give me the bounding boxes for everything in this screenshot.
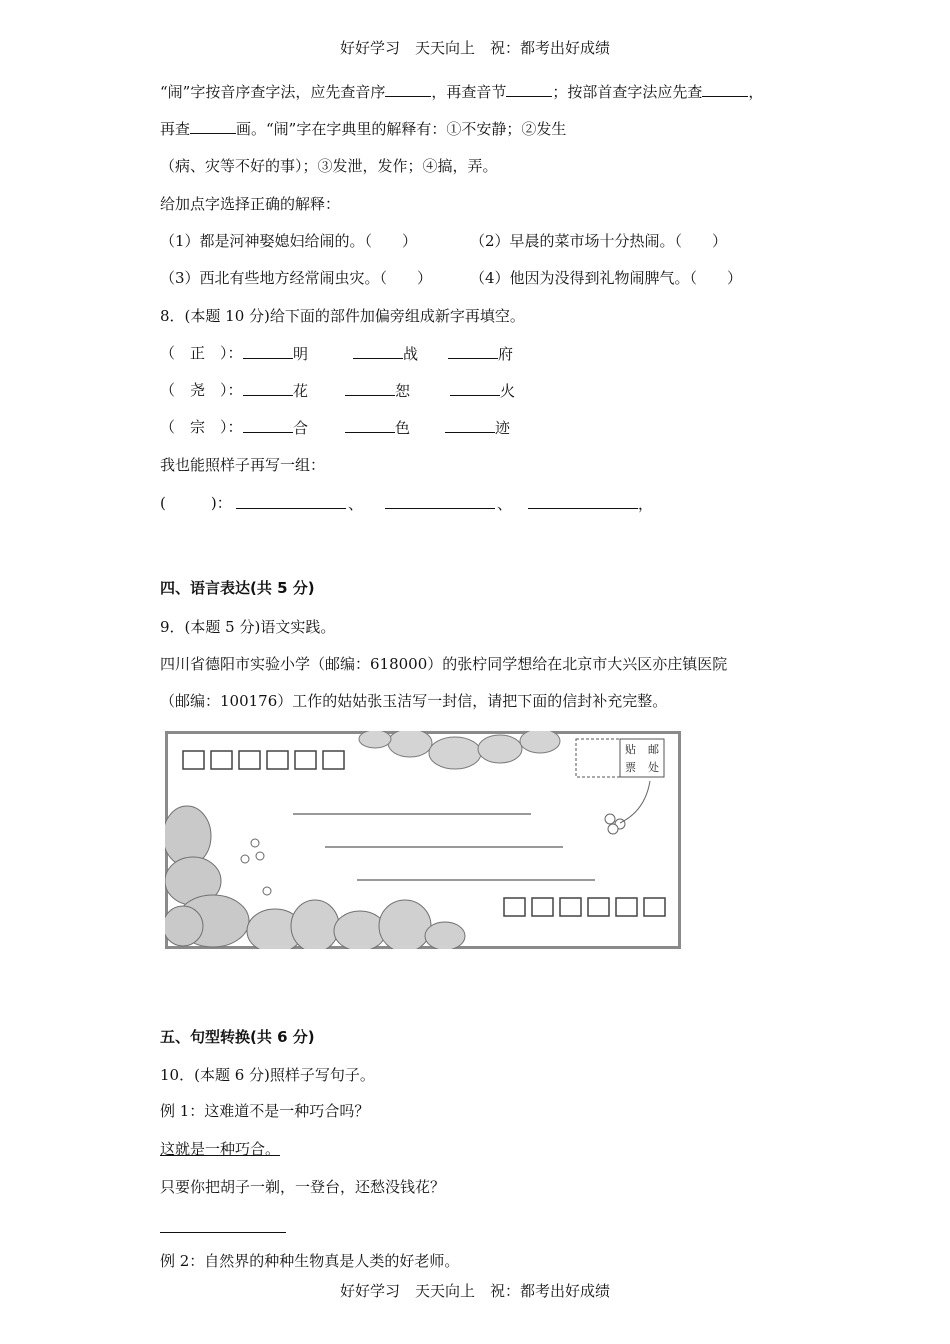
q8-row-label: （ 宗 ）： [160,418,243,436]
q8-r1-c2 [353,343,418,364]
separator: 、 [348,495,364,513]
q8-r2-c1 [243,380,308,401]
page-header: 好好学习 天天向上 祝：都考出好成绩 [339,39,610,57]
answer-blank-2[interactable] [385,493,495,509]
q8-r3-c2 [345,417,410,438]
blank[interactable] [450,380,500,396]
blank-yinxu[interactable] [385,81,431,97]
blank-yinjie[interactable] [506,81,552,97]
q7-line-4: 给加点字选择正确的解释： [160,195,341,213]
blank[interactable] [448,343,498,359]
blank[interactable] [445,417,495,433]
q8-row-2 [160,380,243,400]
section4-heading: 四、语言表达(共 5 分) [160,579,315,597]
stamp-char: 邮 [648,743,659,756]
blank[interactable] [345,417,395,433]
word: 火 [500,382,516,400]
blank-huashu[interactable] [190,118,236,134]
word: 战 [403,345,419,363]
envelope [165,731,681,949]
q7-line-1 [160,81,763,102]
q10-example-1: 例 1：这难道不是一种巧合吗？ [160,1102,370,1120]
word: 色 [395,419,411,437]
blank-bushou[interactable] [702,81,748,97]
q7-line-3: （病、灾等不好的事）；③发泄，发作；④搞，弄。 [160,157,498,175]
q9-line-2: （邮编：100176）工作的姑姑张玉洁写一封信，请把下面的信封补充完整。 [160,692,668,710]
section5-heading: 五、句型转换(共 6 分) [160,1028,315,1046]
q8-example-prompt: 我也能照样子再写一组： [160,456,326,474]
word: 府 [498,345,514,363]
q7-item-4: （4）他因为没得到礼物闹脾气。（ ） [470,269,743,287]
separator: ， [638,495,654,513]
q10-example-2: 例 2：自然界的种种生物真是人类的好老师。 [160,1252,460,1270]
blank[interactable] [243,343,293,359]
q8-r1-c1 [243,343,308,364]
word: 迹 [495,419,511,437]
q8-row-label: （ 正 ）： [160,344,243,362]
q7-item-3: （3）西北有些地方经常闹虫灾。（ ） [160,269,433,287]
q7-line2-a: 再查 [160,120,191,138]
q7-line2-b: 画。“闹”字在字典里的解释有：①不安静；②发生 [236,120,567,138]
page-footer: 好好学习 天天向上 祝：都考出好成绩 [339,1282,610,1300]
word: 恕 [395,382,411,400]
blank[interactable] [353,343,403,359]
q8-example-row [160,493,232,513]
q10-example-1-answer: 这就是一种巧合。 [160,1140,281,1158]
separator: 、 [497,495,513,513]
q7-line1-d: ， [748,83,764,101]
q10-answer-line-1[interactable] [160,1232,286,1233]
q8-r3-c3 [445,417,510,438]
blank[interactable] [345,380,395,396]
answer-blank-1[interactable] [236,493,346,509]
q7-line1-c: ；按部首查字法应先查 [552,83,703,101]
envelope-illustration [165,731,681,949]
q8-r1-c3 [448,343,513,364]
q9-line-1: 四川省德阳市实验小学（邮编：618000）的张柠同学想给在北京市大兴区亦庄镇医院 [160,655,728,673]
stamp-char: 处 [648,761,659,774]
q8-example-answers [236,493,653,514]
q7-line1-b: ，再查音节 [431,83,507,101]
answer-blank-3[interactable] [528,493,638,509]
blank[interactable] [243,417,293,433]
q7-line-2 [160,118,566,139]
stamp-char: 贴 [625,743,636,756]
q8-row-3 [160,417,243,437]
q8-row-label: （ 尧 ）： [160,381,243,399]
q8-r2-c2 [345,380,410,401]
q10-prompt-1: 只要你把胡子一剃，一登台，还愁没钱花？ [160,1178,446,1196]
blank[interactable] [243,380,293,396]
word: 合 [293,419,309,437]
q8-row-1 [160,343,243,363]
q8-title: 8．(本题 10 分)给下面的部件加偏旁组成新字再填空。 [160,307,525,325]
q8-r3-c1 [243,417,308,438]
stamp-char: 票 [625,761,636,774]
word: 花 [293,382,309,400]
q7-item-1: （1）都是河神娶媳妇给闹的。（ ） [160,232,418,250]
q9-title: 9．(本题 5 分)语文实践。 [160,618,336,636]
word: 明 [293,345,309,363]
q8-example-label: ( )： [160,494,232,512]
q8-r2-c3 [450,380,515,401]
q10-title: 10．(本题 6 分)照样子写句子。 [160,1066,375,1084]
q7-line1-a: “闹”字按音序查字法，应先查音序 [160,83,386,101]
q7-item-2: （2）早晨的菜市场十分热闹。（ ） [470,232,728,250]
